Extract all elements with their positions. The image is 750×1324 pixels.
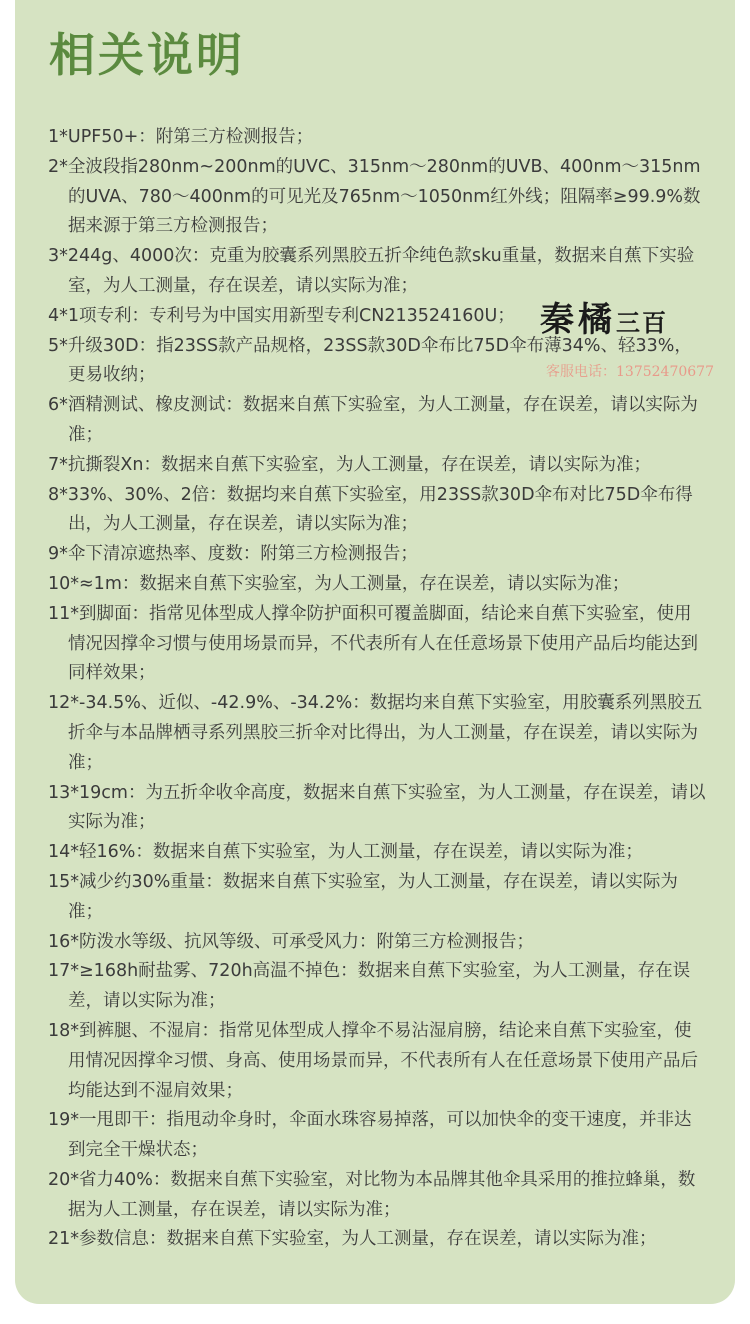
list-item: 16*防泼水等级、抗风等级、可承受风力：附第三方检测报告； bbox=[48, 931, 535, 952]
list-item: 18*到裤腿、不湿肩：指常见体型成人撑伞不易沾湿肩膀，结论来自蕉下实验室，使用情况因撑伞习惯、身高、使用场景而异，不代表所有人在任意场景下使用产品后均能达到不湿肩效果； bbox=[48, 1020, 698, 1101]
watermark-contact: 客服电话：13752470677 bbox=[546, 364, 714, 381]
list-item: 10*≈1m：数据来自蕉下实验室，为人工测量，存在误差，请以实际为准； bbox=[48, 573, 630, 594]
list-item: 8*33%、30%、2倍：数据均来自蕉下实验室，用23SS款30D伞布对比75D伞布得出，为人工测量，存在误差，请以实际为准； bbox=[48, 484, 693, 535]
list-item: 4*1项专利：专利号为中国实用新型专利CN213524160U； bbox=[48, 305, 515, 326]
list-item: 19*一甩即干：指甩动伞身时，伞面水珠容易掉落，可以加快伞的变干速度，并非达到完全干燥状态； bbox=[48, 1110, 692, 1161]
list-item: 17*≥168h耐盐雾、720h高温不掉色：数据来自蕉下实验室，为人工测量，存在误差，请以实际为准； bbox=[48, 961, 691, 1012]
list-item: 15*减少约30%重量：数据来自蕉下实验室，为人工测量，存在误差，请以实际为准； bbox=[48, 871, 678, 922]
list-item: 1*UPF50+：附第三方检测报告； bbox=[48, 127, 314, 147]
list-item: 14*轻16%：数据来自蕉下实验室，为人工测量，存在误差，请以实际为准； bbox=[48, 842, 643, 863]
notes-list bbox=[48, 123, 708, 1255]
notes-card bbox=[15, 0, 735, 1304]
list-item: 11*到脚面：指常见体型成人撑伞防护面积可覆盖脚面，结论来自蕉下实验室，使用情况因撑伞习惯与使用场景而异，不代表所有人在任意场景下使用产品后均能达到同样效果； bbox=[48, 603, 698, 684]
list-item: 20*省力40%：数据来自蕉下实验室，对比物为本品牌其他伞具采用的推拉蜂巢，数据为人工测量，存在误差，请以实际为准； bbox=[48, 1169, 696, 1220]
list-item: 12*-34.5%、近似、-42.9%、-34.2%：数据均来自蕉下实验室，用胶囊系列黑胶五折伞与本品牌栖寻系列黑胶三折伞对比得出，为人工测量，存在误差，请以实际为准； bbox=[48, 693, 703, 773]
watermark-brand: 秦橘三百 bbox=[540, 300, 668, 340]
list-item: 21*参数信息：数据来自蕉下实验室，为人工测量，存在误差，请以实际为准； bbox=[48, 1229, 657, 1250]
list-item: 9*伞下清凉遮热率、度数：附第三方检测报告； bbox=[48, 544, 418, 565]
list-item: 13*19cm：为五折伞收伞高度，数据来自蕉下实验室，为人工测量，存在误差，请以实际为准； bbox=[48, 782, 706, 833]
list-item: 2*全波段指280nm~200nm的UVC、315nm～280nm的UVB、400nm～315nm的UVA、780～400nm的可见光及765nm～1050nm红外线；阻隔率≥99.9%数据来源于第三方检测报告； bbox=[48, 156, 701, 237]
page-title: 相关说明 bbox=[49, 28, 245, 82]
list-item: 5*升级30D：指23SS款产品规格，23SS款30D伞布比75D伞布薄34%、轻33%，更易收纳； bbox=[48, 335, 692, 386]
list-item: 7*抗撕裂Xn：数据来自蕉下实验室，为人工测量，存在误差，请以实际为准； bbox=[48, 454, 651, 475]
list-item: 6*酒精测试、橡皮测试：数据来自蕉下实验室，为人工测量，存在误差，请以实际为准； bbox=[48, 395, 698, 445]
list-item: 3*244g、4000次：克重为胶囊系列黑胶五折伞纯色款sku重量，数据来自蕉下实验室，为人工测量，存在误差，请以实际为准； bbox=[48, 246, 695, 296]
